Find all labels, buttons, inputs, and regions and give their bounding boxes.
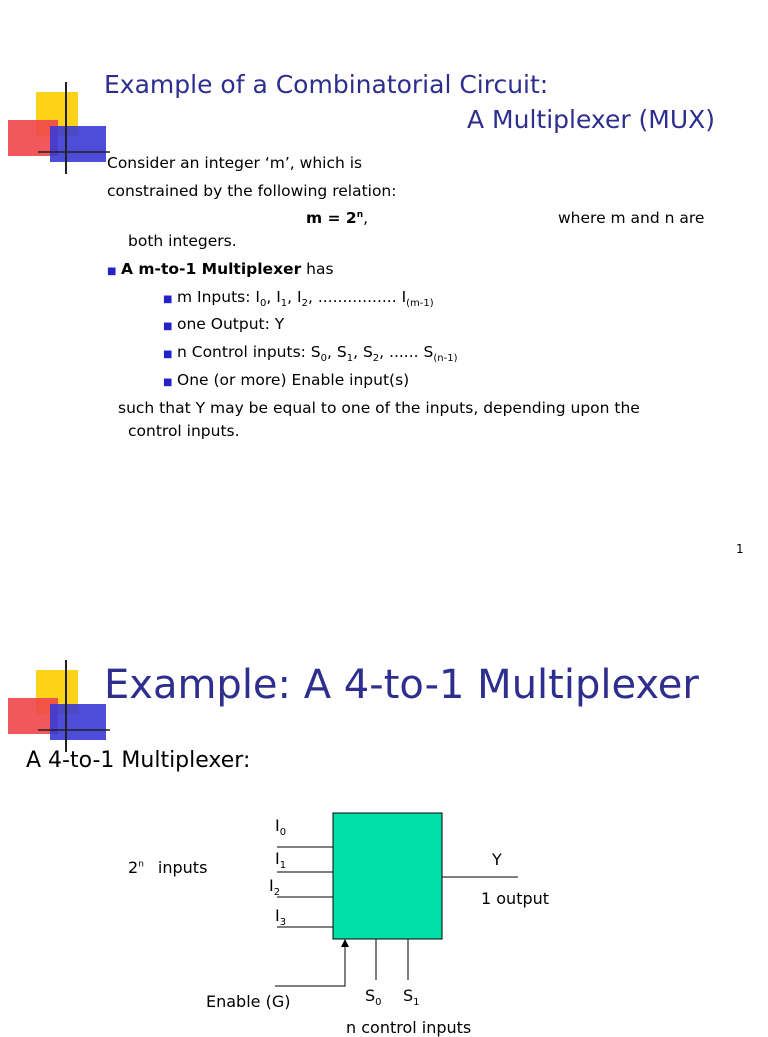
bullet-icon: ■ [107,266,117,277]
relation-note-2: both integers. [128,232,237,250]
slide-title: Example: A 4-to-1 Multiplexer [104,662,699,708]
slide-2 [0,590,768,1037]
input-label-1: $I_1$ [275,849,287,872]
sub-bullet-enable: ■ One (or more) Enable input(s) [163,371,410,389]
sub-bullet-output: ■ one Output: Y [163,315,285,333]
mux-diagram [0,790,768,1024]
bullet-icon: ■ [163,321,173,332]
slide-subtitle: A 4-to-1 Multiplexer: [26,748,251,773]
select-label-1: $S_1$ [403,986,420,1009]
sub-bullet-controls: ■ n Control inputs: $S_0$, $S_1$, $S_2$, ...... $S_{(n-1)}$ [163,343,458,365]
mux-block [333,813,442,939]
page-number: 1 [736,542,744,556]
intro-line-2: constrained by the following relation: [107,182,397,200]
closing-line-1: such that Y may be equal to one of the inputs, depending upon the [118,399,640,417]
control-caption: n control inputs [346,1018,472,1037]
mux-bullet: ■ A m-to-1 Multiplexer has [107,260,334,278]
intro-line-1: Consider an integer ‘m’, which is [107,154,363,172]
enable-line [275,943,345,986]
enable-label: Enable (G) [206,992,291,1011]
input-label-0: $I_0$ [275,816,287,839]
relation-formula: $m = 2^n$, [306,209,369,227]
select-label-0: $S_0$ [365,986,382,1009]
enable-arrow-icon [341,939,349,947]
relation-note: where m and n are [558,209,705,227]
slide-title-line-1: Example of a Combinatorial Circuit: [104,70,549,99]
bullet-icon: ■ [163,377,173,388]
inputs-caption: 2$^n$ inputs [128,858,208,877]
input-label-3: $I_3$ [275,906,287,929]
sub-bullet-inputs: ■ m Inputs: $I_0$, $I_1$, $I_2$, ................ $I_{(m-1)}$ [163,288,434,310]
title-decoration-icon [0,78,110,188]
closing-line-2: control inputs. [128,422,240,440]
bullet-icon: ■ [163,349,173,360]
slide-title-line-2: A Multiplexer (MUX) [467,105,716,134]
output-caption: 1 output [481,889,550,908]
bullet-icon: ■ [163,294,173,305]
output-label: Y [492,850,502,869]
input-label-2: $I_2$ [269,876,281,899]
